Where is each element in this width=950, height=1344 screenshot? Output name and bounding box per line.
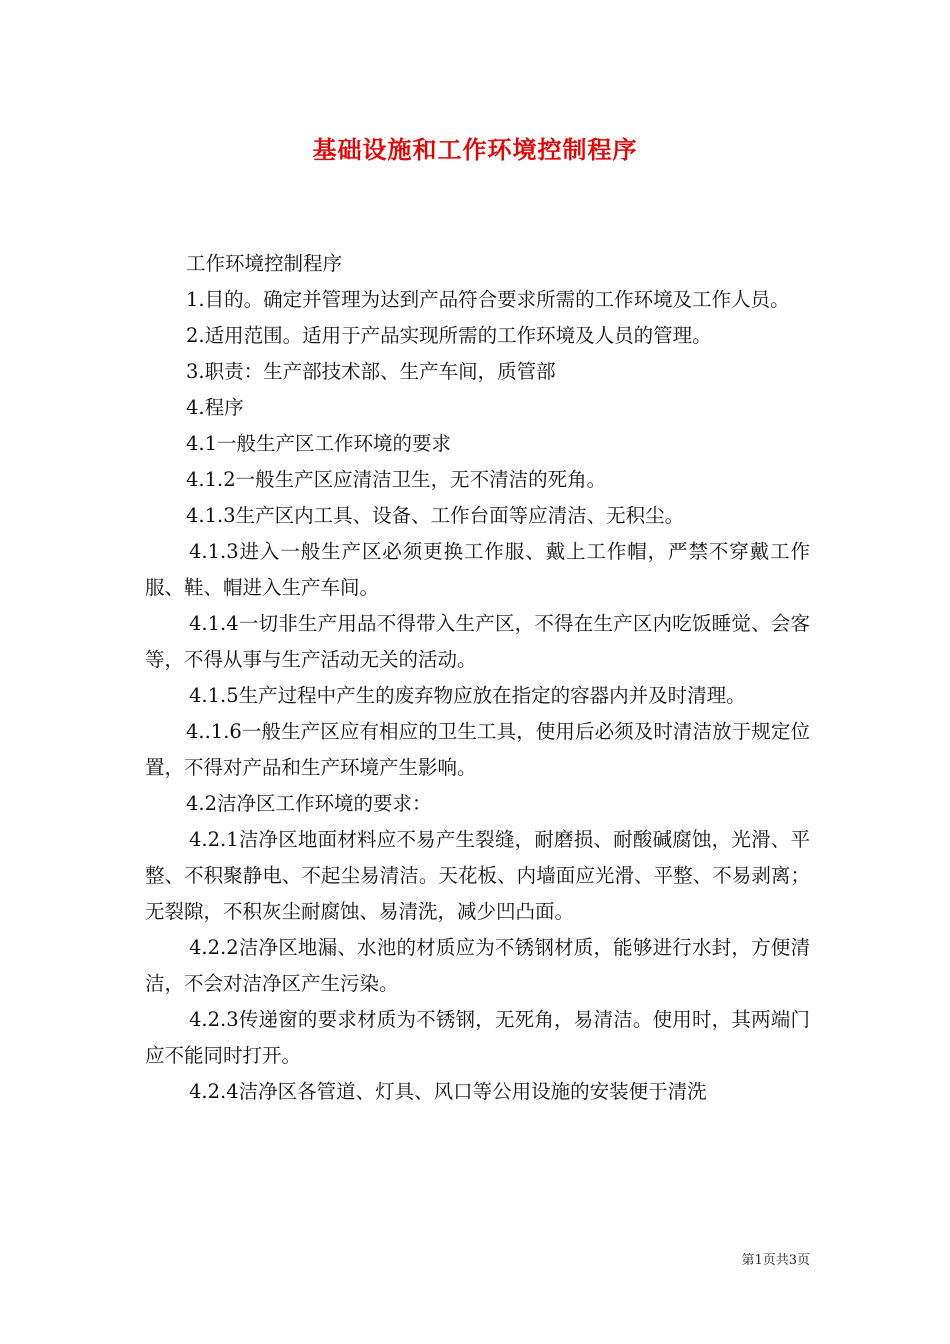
paragraph-4-2: 4.2洁净区工作环境的要求： bbox=[186, 792, 432, 815]
paragraph-4-1-3b: 4.1.3进入一般生产区必须更换工作服、戴上工作帽，严禁不穿戴工作服、鞋、帽进入生产车间。 bbox=[145, 540, 810, 599]
paragraph-4-1: 4.1一般生产区工作环境的要求 bbox=[186, 432, 452, 455]
paragraph-4-1-5: 4.1.5生产过程中产生的废弃物应放在指定的容器内并及时清理。 bbox=[189, 684, 746, 707]
page-number-footer: 第1页共3页 bbox=[741, 1253, 810, 1268]
paragraph-4-1-2: 4.1.2一般生产区应清洁卫生，无不清洁的死角。 bbox=[186, 468, 607, 491]
paragraph-heading: 工作环境控制程序 bbox=[186, 252, 343, 275]
paragraph-responsibility: 3.职责：生产部技术部、生产车间，质管部 bbox=[186, 360, 556, 383]
paragraph-purpose: 1.目的。确定并管理为达到产品符合要求所需的工作环境及工作人员。 bbox=[186, 288, 790, 311]
paragraph-4-1-6: 4..1.6一般生产区应有相应的卫生工具，使用后必须及时清洁放于规定位置，不得对产品和生产环境产生影响。 bbox=[145, 720, 810, 779]
paragraph-4-2-1: 4.2.1洁净区地面材料应不易产生裂缝，耐磨损、耐酸碱腐蚀，光滑、平整、不积聚静电、不起尘易清洁。天花板、内墙面应光滑、平整、不易剥离；无裂隙，不积灰尘耐腐蚀、易清洗，减少凹凸面。 bbox=[145, 828, 810, 923]
page-title: 基础设施和工作环境控制程序 bbox=[312, 135, 638, 164]
paragraph-4-1-4: 4.1.4一切非生产用品不得带入生产区，不得在生产区内吃饭睡觉、会客等，不得从事与生产活动无关的活动。 bbox=[145, 612, 810, 671]
paragraph-4-2-4: 4.2.4洁净区各管道、灯具、风口等公用设施的安装便于清洗 bbox=[189, 1080, 707, 1103]
paragraph-4-1-3a: 4.1.3生产区内工具、设备、工作台面等应清洁、无积尘。 bbox=[186, 504, 685, 527]
paragraph-procedure: 4.程序 bbox=[186, 396, 244, 419]
paragraph-4-2-3: 4.2.3传递窗的要求材质为不锈钢，无死角，易清洁。使用时，其两端门应不能同时打开。 bbox=[145, 1008, 810, 1067]
paragraph-4-2-2: 4.2.2洁净区地漏、水池的材质应为不锈钢材质，能够进行水封，方便清洁，不会对洁净区产生污染。 bbox=[145, 936, 810, 995]
document-body bbox=[145, 246, 810, 1110]
paragraph-scope: 2.适用范围。适用于产品实现所需的工作环境及人员的管理。 bbox=[186, 324, 712, 347]
